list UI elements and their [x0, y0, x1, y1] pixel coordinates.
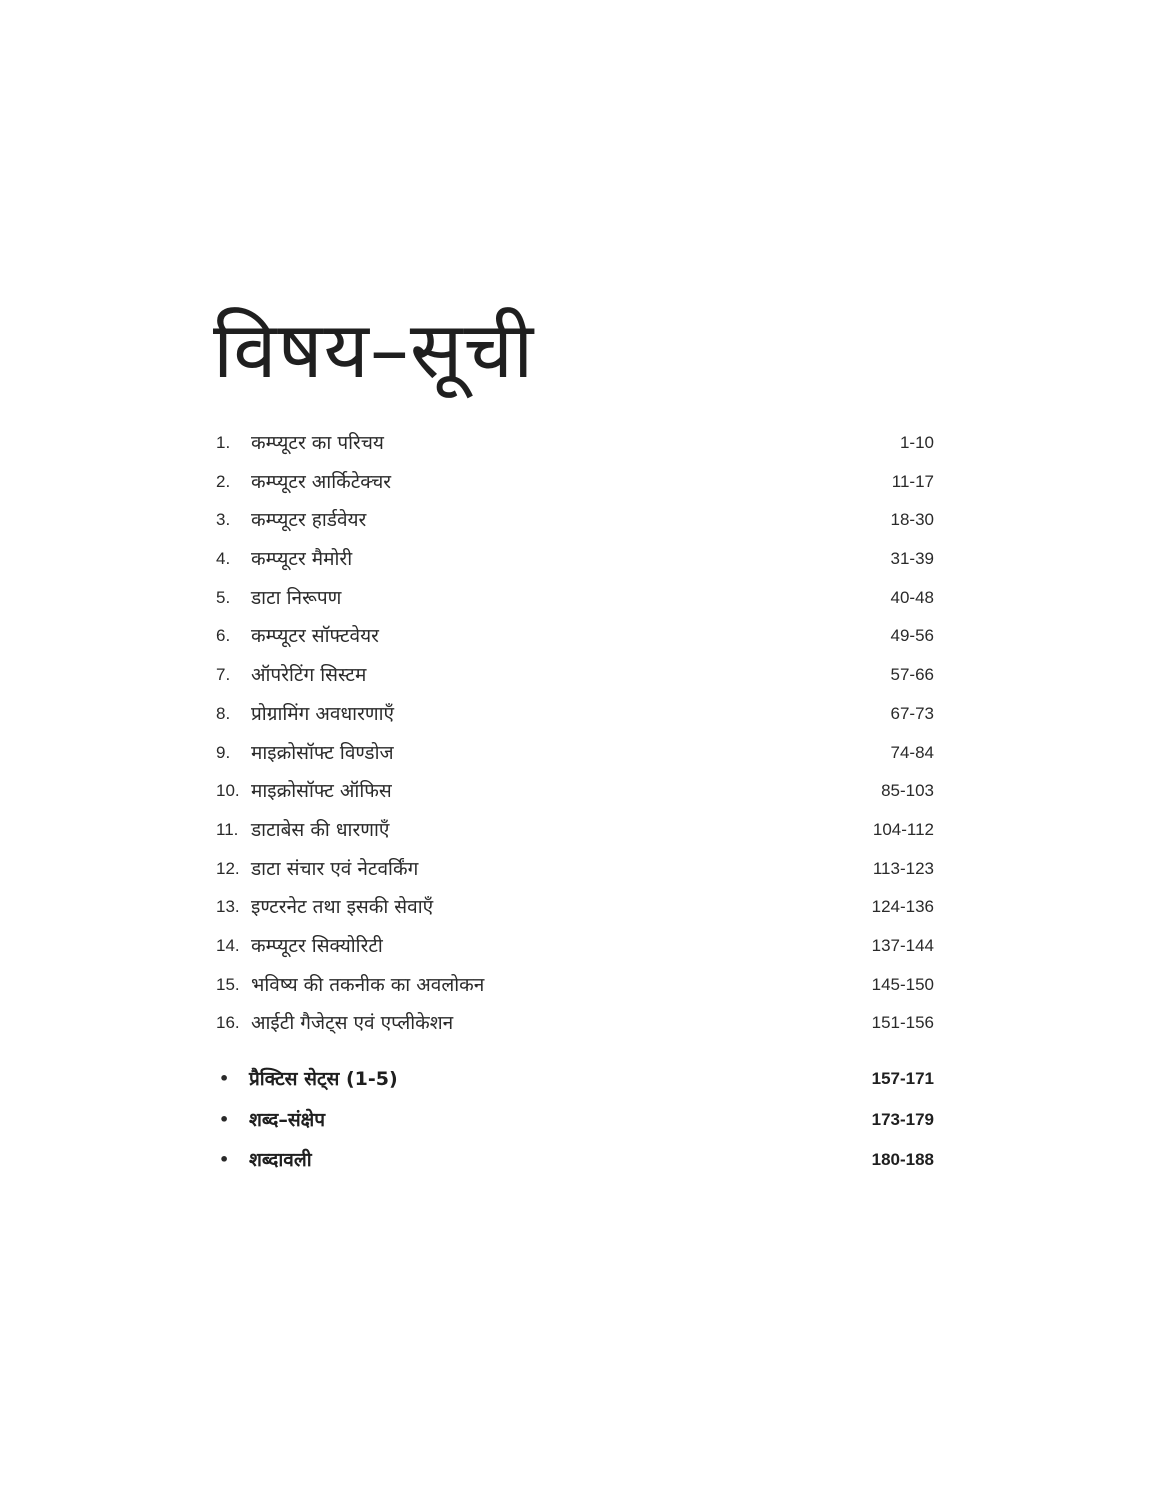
appendix-title: प्रैक्टिस सेट्स (1-5) — [249, 1068, 398, 1090]
page-range: 1-10 — [899, 433, 934, 452]
page-range: 40-48 — [890, 587, 934, 607]
appendix-title: शब्द–संक्षेप — [249, 1108, 326, 1131]
chapter-title: माइक्रोसॉफ्ट विण्डोज — [251, 741, 394, 764]
chapter-title: कम्प्यूटर सिक्योरिटी — [251, 934, 383, 957]
page-range: 11-17 — [891, 471, 934, 491]
chapter-number: 8. — [216, 703, 231, 723]
toc-item-10 — [216, 772, 934, 811]
toc-item-6 — [216, 617, 934, 656]
appendix-item-abbreviations — [216, 1100, 934, 1141]
bullet-icon: • — [219, 1069, 230, 1088]
chapter-title: कम्प्यूटर हार्डवेयर — [251, 509, 367, 532]
chapter-number: 16. — [216, 1013, 240, 1033]
chapter-number: 5. — [216, 587, 231, 607]
bullet-icon: • — [219, 1109, 230, 1129]
page-range: 18-30 — [890, 510, 934, 530]
table-of-contents — [216, 424, 934, 1043]
page-range: 57-66 — [890, 665, 934, 685]
appendix-list — [216, 1059, 934, 1181]
page-range: 49-56 — [890, 626, 934, 646]
page-range: 113-123 — [872, 858, 934, 878]
page-range: 145-150 — [871, 974, 934, 994]
toc-item-16 — [216, 1004, 934, 1043]
page-range: 85-103 — [881, 781, 934, 801]
chapter-title: डाटा संचार एवं नेटवर्किंग — [251, 857, 419, 880]
page-title: विषय–सूची — [213, 306, 535, 396]
chapter-number: 2. — [216, 471, 231, 491]
toc-item-14 — [216, 927, 934, 966]
page-range: 180-188 — [871, 1150, 934, 1169]
toc-item-13 — [216, 888, 934, 927]
appendix-item-glossary — [216, 1140, 934, 1181]
chapter-number: 11. — [216, 819, 239, 839]
chapter-number: 3. — [216, 510, 231, 530]
toc-item-2 — [216, 463, 934, 502]
chapter-title: कम्प्यूटर का परिचय — [251, 432, 384, 454]
page-range: 124-136 — [871, 897, 934, 917]
chapter-title: ऑपरेटिंग सिस्टम — [251, 664, 367, 687]
chapter-number: 7. — [216, 665, 231, 685]
toc-item-4 — [216, 540, 934, 579]
chapter-number: 4. — [216, 549, 231, 569]
chapter-number: 10. — [216, 781, 240, 801]
chapter-number: 12. — [216, 858, 240, 878]
toc-item-8 — [216, 695, 934, 734]
page-range: 67-73 — [890, 703, 934, 723]
chapter-number: 14. — [216, 935, 240, 955]
chapter-number: 9. — [216, 742, 231, 762]
chapter-title: प्रोग्रामिंग अवधारणाएँ — [251, 702, 395, 725]
chapter-title: कम्प्यूटर आर्किटेक्चर — [251, 470, 392, 493]
chapter-title: इण्टरनेट तथा इसकी सेवाएँ — [251, 896, 434, 919]
toc-item-5 — [216, 579, 934, 618]
appendix-item-practice-sets — [216, 1059, 934, 1100]
chapter-title: कम्प्यूटर सॉफ्टवेयर — [251, 625, 379, 648]
page-range: 104-112 — [872, 819, 934, 839]
page-range: 137-144 — [871, 935, 934, 955]
page-range: 74-84 — [890, 742, 934, 762]
chapter-title: डाटाबेस की धारणाएँ — [251, 818, 390, 841]
toc-item-3 — [216, 501, 934, 540]
chapter-number: 15. — [216, 974, 240, 994]
toc-item-11 — [216, 811, 934, 850]
chapter-number: 6. — [216, 626, 231, 646]
chapter-number: 1. — [216, 433, 231, 452]
toc-item-12 — [216, 850, 934, 889]
toc-item-7 — [216, 656, 934, 695]
bullet-icon: • — [219, 1150, 230, 1169]
chapter-title: भविष्य की तकनीक का अवलोकन — [251, 973, 485, 996]
chapter-title: आईटी गैजेट्स एवं एप्लीकेशन — [251, 1012, 454, 1035]
page-range: 173-179 — [871, 1109, 934, 1129]
toc-item-1 — [216, 424, 934, 463]
chapter-title: कम्प्यूटर मैमोरी — [251, 548, 353, 571]
chapter-title: डाटा निरूपण — [251, 586, 342, 609]
page-range: 157-171 — [871, 1069, 934, 1088]
chapter-number: 13. — [216, 897, 240, 917]
toc-item-15 — [216, 966, 934, 1005]
page-range: 151-156 — [871, 1013, 934, 1033]
toc-item-9 — [216, 734, 934, 773]
appendix-title: शब्दावली — [249, 1149, 312, 1171]
page-range: 31-39 — [890, 549, 934, 569]
chapter-title: माइक्रोसॉफ्ट ऑफिस — [251, 780, 392, 803]
